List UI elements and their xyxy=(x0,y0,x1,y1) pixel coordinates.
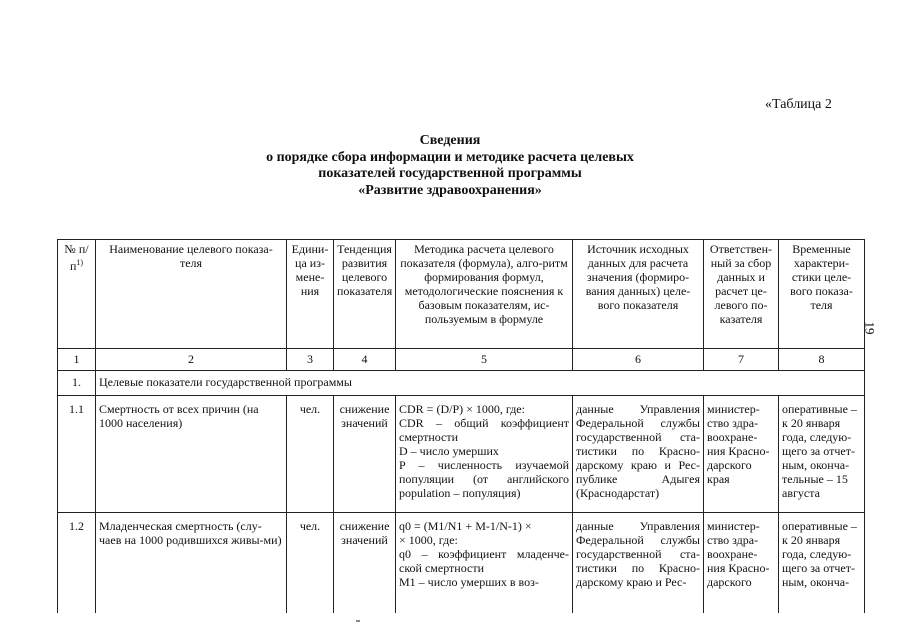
method-line: M1 – число умерших в воз- xyxy=(399,575,539,589)
responsible-cell: министер-ство здра-воохране-ния Красно-дарского края xyxy=(704,396,779,513)
table-header-row xyxy=(58,240,865,349)
header-responsible: Ответствен-ный за сбор данных и расчет це-левого по-казателя xyxy=(704,240,779,349)
table-row xyxy=(58,513,865,614)
method-cell xyxy=(396,396,573,513)
row-number: 1.1 xyxy=(58,396,96,513)
column-number: 2 xyxy=(96,349,287,371)
method-line: D – число умерших xyxy=(399,444,499,458)
heading-line: Сведения xyxy=(419,133,481,148)
header-footnote-mark: 1) xyxy=(76,258,84,267)
header-number-text: № п/п xyxy=(64,242,89,273)
source-cell: данные Управления Федеральной службы государственной ста-тистики по Красно-дарскому краю и Рес- xyxy=(573,513,704,614)
heading-line: показателей государственной программы xyxy=(318,166,582,181)
method-line: q0 = (M1/N1 + M-1/N-1) × xyxy=(399,519,532,533)
method-line: q0 – коэффициент младенче-ской смертности xyxy=(399,547,569,575)
header-indicator-name: Наименование целевого показа-теля xyxy=(96,240,287,349)
indicator-name: Смертность от всех причин (на 1000 населения) xyxy=(96,396,287,513)
row-number: 1.2 xyxy=(58,513,96,614)
header-trend: Тенденция развития целевого показателя xyxy=(334,240,396,349)
trend-cell: снижение значений xyxy=(334,396,396,513)
column-number: 6 xyxy=(573,349,704,371)
indicators-table xyxy=(57,239,865,613)
section-title: Целевые показатели государственной программы xyxy=(96,371,865,396)
header-source: Источник исходных данных для расчета значения (формиро-вания данных) целе-вого показателя xyxy=(573,240,704,349)
heading-line: «Развитие здравоохранения» xyxy=(358,182,542,198)
section-row xyxy=(58,371,865,396)
method-line: × 1000, где: xyxy=(399,533,458,547)
indicator-name: Младенческая смертность (слу-чаев на 1000 родившихся живы-ми) xyxy=(96,513,287,614)
column-number: 1 xyxy=(58,349,96,371)
timing-cell: оперативные – к 20 января года, следую-щего за отчет-ным, оконча- xyxy=(779,513,865,614)
section-number: 1. xyxy=(58,371,96,396)
method-line: P – численность изучаемой популяции (от английского population – популяция) xyxy=(399,458,569,500)
trend-cell: снижение значений xyxy=(334,513,396,614)
method-cell xyxy=(396,513,573,614)
heading-line: о порядке сбора информации и методике расчета целевых xyxy=(266,149,634,165)
column-number: 4 xyxy=(334,349,396,371)
scan-artifact xyxy=(356,620,360,622)
column-number: 3 xyxy=(287,349,334,371)
page-number: 19 xyxy=(862,321,878,335)
column-number: 7 xyxy=(704,349,779,371)
unit-cell: чел. xyxy=(287,513,334,614)
column-number-row xyxy=(58,349,865,371)
source-cell: данные Управления Федеральной службы государственной ста-тистики по Красно-дарскому краю и Рес-публике Адыгея (Краснодарстат) xyxy=(573,396,704,513)
responsible-cell: министер-ство здра-воохране-ния Красно-дарского xyxy=(704,513,779,614)
timing-cell: оперативные – к 20 января года, следую-щего за отчет-ным, оконча-тельные – 15 августа xyxy=(779,396,865,513)
header-number xyxy=(58,240,96,349)
header-method: Методика расчета целевого показателя (формула), алго-ритм формирования формул, методологические пояснения к базовым показателям, ис-пользуемым в формуле xyxy=(396,240,573,349)
method-line: CDR – общий коэффициент смертности xyxy=(399,416,569,444)
column-number: 8 xyxy=(779,349,865,371)
header-timing: Временные характери-стики целе-вого показа-теля xyxy=(779,240,865,349)
table-caption-label: «Таблица 2 xyxy=(765,97,832,112)
method-line: CDR = (D/P) × 1000, где: xyxy=(399,402,525,416)
unit-cell: чел. xyxy=(287,396,334,513)
table-row xyxy=(58,396,865,513)
document-heading xyxy=(200,133,700,199)
header-unit: Едини-ца из-мене-ния xyxy=(287,240,334,349)
column-number: 5 xyxy=(396,349,573,371)
